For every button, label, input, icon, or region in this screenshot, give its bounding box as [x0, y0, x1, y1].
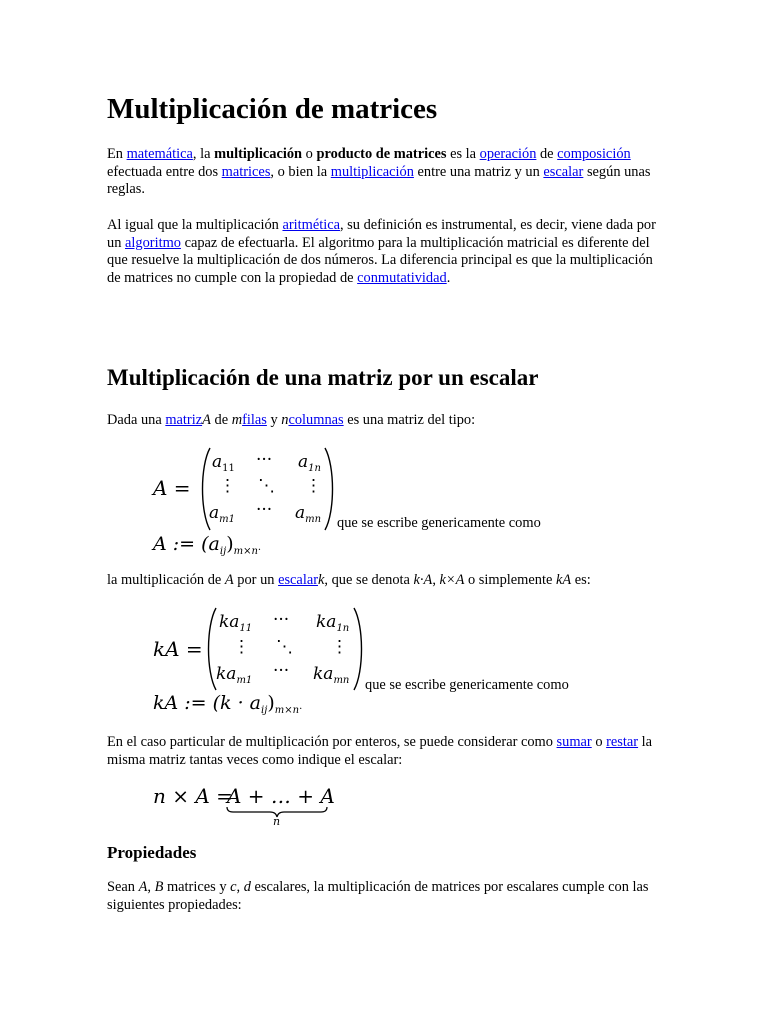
entry-base: a — [295, 503, 306, 523]
text: , o bien la — [270, 163, 331, 180]
entry-vdots-right: ⋮ — [305, 476, 322, 496]
text: capaz de efectuarla. El algoritmo para la multiplicación matricial es diferente del que resuelve la multiplicación de dos números. La diferencia principal es que la multiplicación de matrices no cumple con la propiedad de — [107, 234, 653, 286]
link-composicion[interactable]: composición — [557, 146, 631, 162]
link-escalar-2[interactable]: escalar — [278, 572, 319, 588]
entry-a1n — [298, 452, 321, 472]
properties-paragraph — [107, 879, 667, 914]
page-title: Multiplicación de matrices — [107, 93, 438, 125]
text: la misma matriz tantas veces como indique el escalar: — [107, 734, 653, 768]
subscript: mn — [333, 675, 350, 686]
text: escalares, la multiplicación de matrices por escalares cumple con las siguientes propiedades: — [107, 879, 649, 913]
link-columnas[interactable]: columnas — [288, 412, 344, 428]
scalar-paragraph-3 — [107, 734, 667, 769]
entry-am1 — [209, 503, 235, 523]
scalar-paragraph-2 — [107, 572, 667, 590]
entry-ddots: ⋱ — [258, 476, 275, 496]
entry-base: a — [298, 452, 309, 472]
math-var: n — [281, 412, 289, 428]
entry-cdots: ··· — [273, 661, 290, 681]
subscript: 1n — [308, 463, 321, 474]
def-text: kA := (k · a — [153, 692, 262, 714]
link-algoritmo[interactable]: algoritmo — [125, 234, 181, 251]
subscript: mn — [305, 514, 322, 525]
link-filas[interactable]: filas — [242, 412, 267, 428]
entry-kamn — [313, 664, 349, 684]
link-matriz[interactable]: matriz — [165, 412, 203, 428]
text: Al igual que la multiplicación — [107, 217, 283, 233]
entry-ddots: ⋱ — [276, 637, 293, 657]
math-var: d — [243, 879, 251, 895]
text: , — [147, 879, 155, 895]
text: Sean — [107, 879, 139, 895]
subscript: ij — [219, 546, 227, 557]
subscript: m×n — [233, 546, 258, 557]
right-paren — [352, 606, 366, 692]
text: de — [210, 412, 232, 428]
math-var: kA — [555, 572, 572, 588]
subscript: 11 — [239, 623, 253, 634]
text: o — [302, 146, 317, 162]
formula-definition: kA := $(k \cdot a_{ij})_{m\times n}$. — [153, 692, 303, 716]
math-var: k·A — [413, 572, 433, 588]
section-heading-scalar: Multiplicación de una matriz por un escalar — [107, 365, 539, 390]
math-var: c — [230, 879, 237, 895]
scalar-paragraph-1 — [107, 412, 667, 430]
link-matrices[interactable]: matrices — [221, 163, 271, 180]
entry-vdots-left: ⋮ — [233, 637, 250, 657]
link-multiplicacion[interactable]: multiplicación — [330, 163, 414, 180]
text: . — [446, 269, 451, 286]
entry-base: ka — [219, 612, 240, 632]
entry-base: a — [209, 503, 220, 523]
text: o simplemente — [464, 572, 556, 588]
entry-a11 — [212, 452, 235, 472]
formula-lhs: A = — [153, 476, 191, 500]
math-var: k×A — [439, 572, 465, 588]
entry-amn — [295, 503, 321, 523]
formula-note: que se escribe genericamente como — [365, 677, 569, 693]
entry-base: ka — [216, 664, 237, 684]
subscript: m×n — [274, 705, 300, 716]
text: por un — [233, 572, 279, 588]
entry-ka1n — [316, 612, 349, 632]
math-var: A — [224, 572, 234, 588]
link-aritmetica[interactable]: aritmética — [282, 217, 340, 233]
formula-rhs: A + … + A — [227, 784, 335, 808]
bold-term: producto de matrices — [316, 146, 447, 162]
right-paren — [323, 446, 337, 532]
text: la multiplicación de — [107, 572, 225, 588]
entry-cdots: ··· — [256, 450, 273, 470]
formula-note: que se escribe genericamente como — [337, 515, 541, 531]
text: , — [432, 572, 440, 588]
link-matematica[interactable]: matemática — [126, 146, 193, 162]
formula-lhs: kA = — [153, 637, 203, 661]
entry-base: ka — [316, 612, 337, 632]
link-operacion[interactable]: operación — [479, 146, 537, 162]
left-paren — [204, 606, 218, 692]
entry-base: a — [212, 452, 223, 472]
link-escalar[interactable]: escalar — [543, 163, 584, 180]
entry-ka11 — [219, 612, 252, 632]
link-restar[interactable]: restar — [606, 734, 639, 750]
math-var: k — [318, 572, 325, 588]
entry-cdots: ··· — [273, 610, 290, 630]
subscript: ij — [261, 705, 268, 716]
link-sumar[interactable]: sumar — [556, 734, 592, 750]
section-heading-properties: Propiedades — [107, 843, 197, 862]
math-var: A — [138, 879, 148, 895]
entry-vdots-left: ⋮ — [219, 476, 236, 496]
close-paren: ) — [226, 533, 234, 555]
link-conmutatividad[interactable]: conmutatividad — [357, 269, 447, 286]
text: En — [107, 146, 127, 162]
formula-definition: A := $(a_{ij})_{m\times n}$. — [153, 533, 262, 557]
text: entre una matriz y un — [413, 163, 544, 180]
subscript: m1 — [236, 675, 253, 686]
text: y — [266, 412, 282, 428]
math-var: A — [202, 412, 211, 428]
entry-cdots: ··· — [256, 500, 273, 520]
text: o — [591, 734, 607, 750]
entry-base: ka — [313, 664, 334, 684]
text: es: — [571, 572, 591, 588]
text: es la — [446, 146, 480, 162]
text: , que se denota — [324, 572, 414, 588]
math-var: B — [154, 879, 164, 895]
text: es una matriz del tipo: — [343, 412, 476, 428]
subscript: 1n — [336, 623, 350, 634]
entry-kam1 — [216, 664, 252, 684]
def-text: A := (a — [153, 533, 220, 555]
intro-paragraph-2 — [107, 217, 667, 287]
text: , la — [192, 146, 215, 162]
underbrace-label: n — [273, 815, 281, 828]
subscript: 11 — [222, 463, 235, 474]
text: matrices y — [163, 879, 231, 895]
math-var: m — [231, 412, 243, 428]
left-paren — [198, 446, 212, 532]
bold-term: multiplicación — [214, 146, 303, 162]
close-paren: ) — [267, 692, 275, 714]
text: efectuada entre dos — [107, 163, 222, 180]
formula-lhs: n × A = — [153, 784, 233, 808]
entry-vdots-right: ⋮ — [331, 637, 348, 657]
text: , — [236, 879, 244, 895]
subscript: m1 — [219, 514, 235, 525]
text: En el caso particular de multiplicación por enteros, se puede considerar como — [107, 734, 557, 750]
text: , su definición es instrumental, es decir, viene dada por un — [107, 217, 656, 251]
intro-paragraph-1 — [107, 146, 667, 199]
underbrace — [225, 805, 329, 819]
text: Dada una — [107, 412, 166, 428]
text: según unas reglas. — [107, 163, 651, 198]
text: de — [536, 146, 558, 162]
